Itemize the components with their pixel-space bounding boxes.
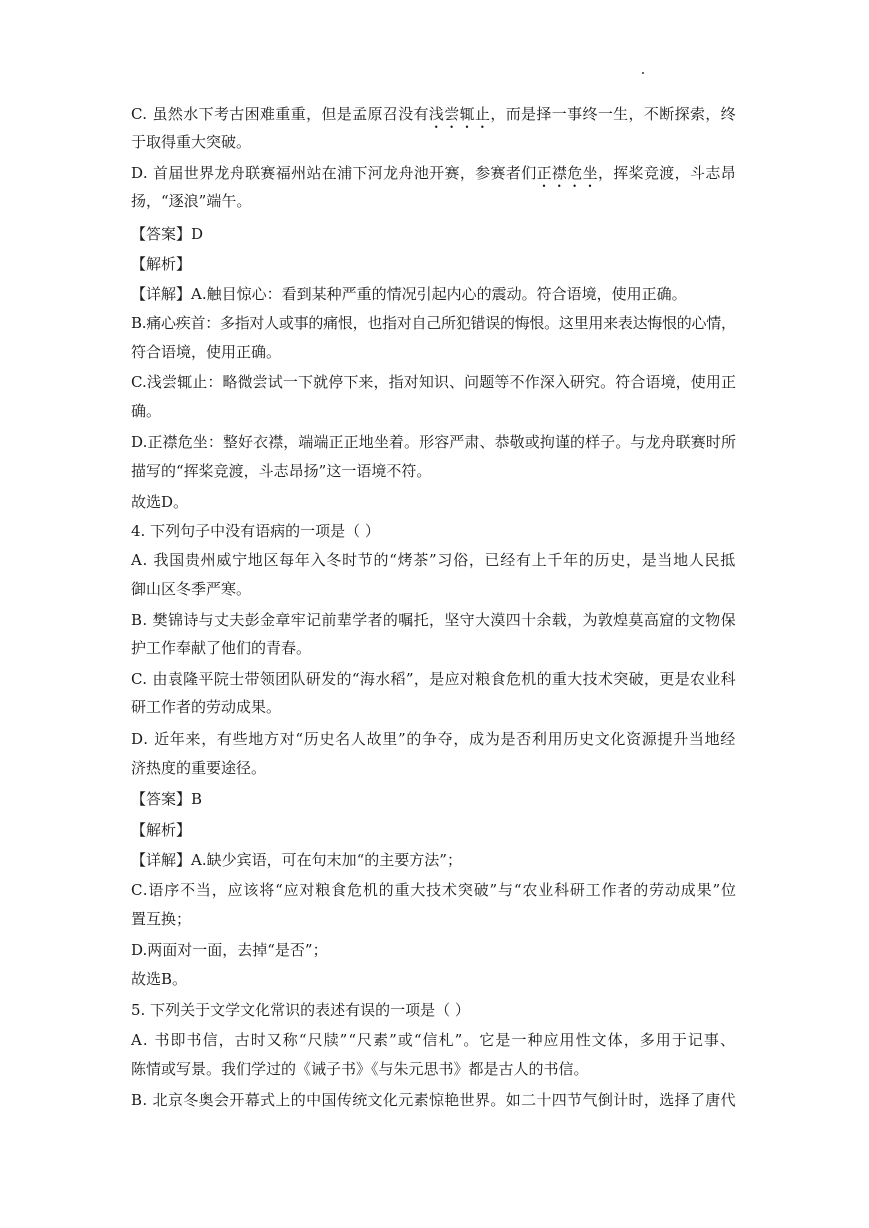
text-line: 【答案】D <box>131 225 204 243</box>
text-line: 【答案】B <box>131 790 203 808</box>
text-line: C.语序不当，应该将“应对粮食危机的重大技术突破”与“农业科研工作者的劳动成果”位 <box>131 881 737 899</box>
page-mark <box>642 72 644 74</box>
text-line: C. 虽然水下考古困难重重，但是孟原召没有浅尝辄止，而是择一事终一生，不断探索，终 <box>131 105 737 123</box>
text-line: 【解析】 <box>131 821 192 839</box>
text-line: 描写的“挥桨竞渡，斗志昂扬”这一语境不符。 <box>131 462 432 480</box>
text-line: A. 我国贵州威宁地区每年入冬时节的“烤茶”习俗，已经有上千年的历史，是当地人民抵 <box>131 551 736 569</box>
text-line: 护工作奉献了他们的青春。 <box>131 639 312 657</box>
text-line: D. 近年来，有些地方对“历史名人故里”的争夺，成为是否利用历史文化资源提升当地经 <box>131 730 736 748</box>
text-line: 御山区冬季严寒。 <box>131 580 252 598</box>
text-line: D.两面对一面，去掉“是否”； <box>131 941 328 959</box>
text-line: D. 首届世界龙舟联赛福州站在浦下河龙舟池开赛，参赛者们正襟危坐，挥桨竞渡，斗志昂 <box>131 164 736 182</box>
text-line: 于取得重大突破。 <box>131 133 252 151</box>
text-line: 故选D。 <box>131 493 189 511</box>
text-line: B. 樊锦诗与丈夫彭金章牢记前辈学者的嘱托，坚守大漠四十余载，为敦煌莫高窟的文物保 <box>131 611 736 629</box>
text-line: 陈情或写景。我们学过的《诫子书》《与朱元思书》都是古人的书信。 <box>131 1060 589 1078</box>
text-line: 【解析】 <box>131 255 192 273</box>
text-line: C. 由袁隆平院士带领团队研发的“海水稻”，是应对粮食危机的重大技术突破，更是农业科 <box>131 670 736 688</box>
text-line: A. 书即书信，古时又称“尺牍”“尺素”或“信札”。它是一种应用性文体，多用于记事、 <box>131 1031 736 1049</box>
text-line: 【详解】A.触目惊心：看到某种严重的情况引起内心的震动。符合语境，使用正确。 <box>131 285 687 303</box>
text-line: 故选B。 <box>131 970 188 988</box>
text-line: 【详解】A.缺少宾语，可在句末加“的主要方法”； <box>131 851 462 869</box>
text-line: D.正襟危坐：整好衣襟，端端正正地坐着。形容严肃、恭敬或拘谨的样子。与龙舟联赛时所 <box>131 433 737 451</box>
text-line: B. 北京冬奥会开幕式上的中国传统文化元素惊艳世界。如二十四节气倒计时，选择了唐代 <box>131 1091 736 1109</box>
text-line: 扬，“逐浪”端午。 <box>131 192 252 210</box>
text-line: 置互换； <box>131 910 192 928</box>
text-line: 济热度的重要途径。 <box>131 759 267 777</box>
emphasized-idiom: 浅尝辄止 <box>428 105 491 123</box>
emphasized-idiom: 正襟危坐 <box>536 164 598 182</box>
text-line: 5. 下列关于文学文化常识的表述有误的一项是（ ） <box>131 1001 470 1019</box>
text-line: B.痛心疾首：多指对人或事的痛恨，也指对自己所犯错误的悔恨。这里用来表达悔恨的心情， <box>131 314 736 332</box>
text-line: 确。 <box>131 402 162 420</box>
text-line: 研工作者的劳动成果。 <box>131 698 282 716</box>
text-line: 4. 下列句子中没有语病的一项是（ ） <box>131 522 380 540</box>
text-line: C.浅尝辄止：略微尝试一下就停下来，指对知识、问题等不作深入研究。符合语境，使用正 <box>131 373 737 391</box>
text-line: 符合语境，使用正确。 <box>131 343 282 361</box>
